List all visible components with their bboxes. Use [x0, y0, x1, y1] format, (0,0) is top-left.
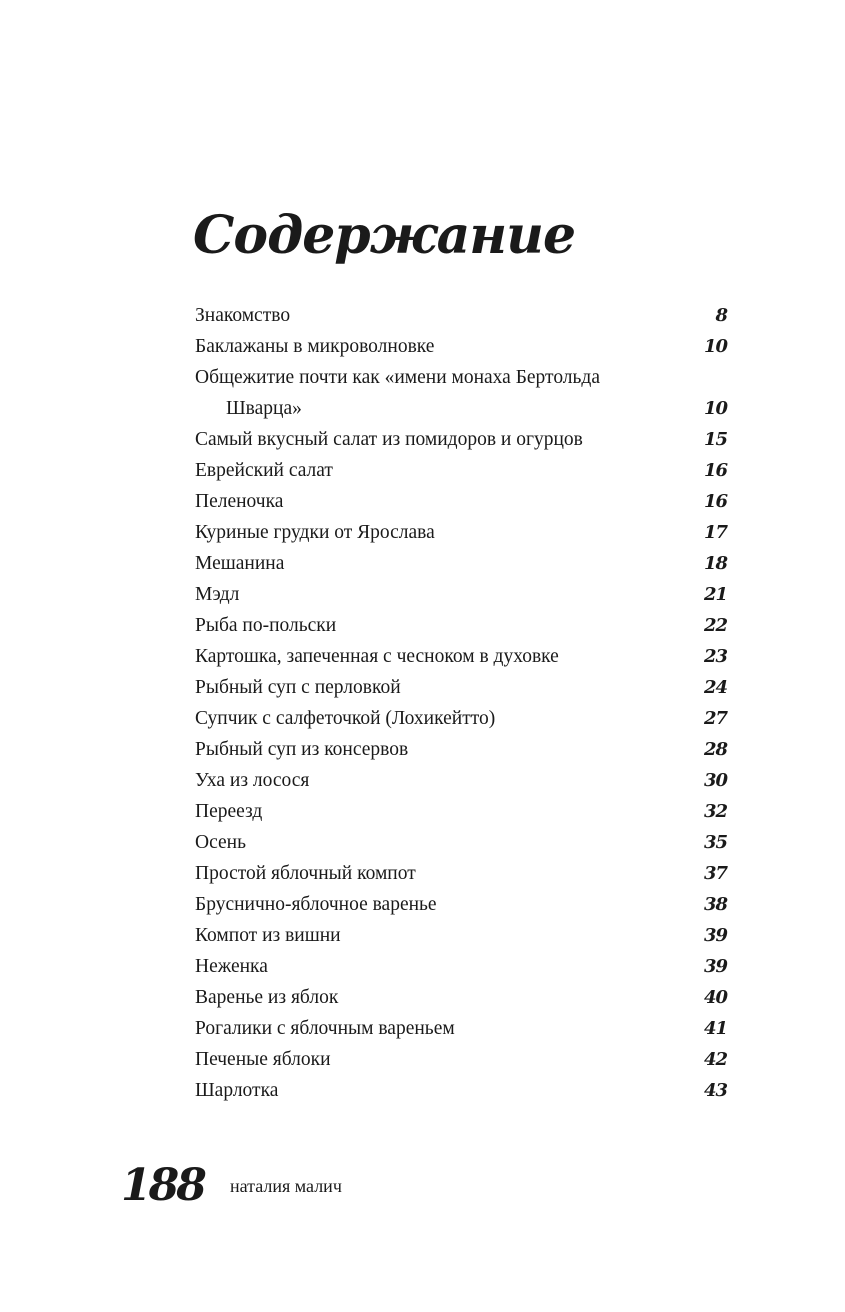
toc-entry-page: 35: [703, 832, 727, 853]
toc-entry-title: Супчик с салфеточкой (Лохикейтто): [195, 708, 496, 729]
toc-entry[interactable]: [195, 579, 727, 610]
toc-entry[interactable]: [195, 424, 727, 455]
toc-entry-title: Неженка: [195, 956, 268, 977]
toc-entry-page: 10: [703, 336, 727, 357]
toc-entry-page: 24: [703, 677, 727, 698]
toc-entry-page: 8: [715, 305, 727, 326]
toc-entry-page: 32: [703, 801, 727, 822]
toc-entry-page: 23: [703, 646, 727, 667]
toc-entry[interactable]: [195, 300, 727, 331]
toc-entry[interactable]: [195, 889, 727, 920]
page-number: 188: [121, 1160, 204, 1211]
toc-entry-title: Варенье из яблок: [195, 987, 339, 1008]
toc-entry-page: 38: [703, 894, 727, 915]
toc-entry[interactable]: [195, 734, 727, 765]
toc-entry-title-line2: Шварца»: [226, 398, 302, 419]
toc-entry-title: Рогалики с яблочным вареньем: [195, 1018, 455, 1039]
toc-entry[interactable]: [195, 982, 727, 1013]
page-title: Содержание: [193, 205, 576, 266]
toc-entry-title: Простой яблочный компот: [195, 863, 416, 884]
toc-entry-title: Куриные грудки от Ярослава: [195, 522, 435, 543]
toc-entry-title: Рыба по-польски: [195, 615, 337, 636]
toc-entry[interactable]: [195, 641, 727, 672]
toc-entry-title: Уха из лосося: [195, 770, 310, 791]
toc-entry-page: 16: [703, 460, 727, 481]
toc-entry-title: Мешанина: [195, 553, 285, 574]
toc-entry[interactable]: [195, 362, 727, 424]
toc-entry[interactable]: [195, 858, 727, 889]
toc-entry[interactable]: [195, 1013, 727, 1044]
toc-entry-page: 39: [703, 925, 727, 946]
toc-entry[interactable]: [195, 486, 727, 517]
toc-entry-page: 41: [703, 1018, 727, 1039]
toc-entry-page: 40: [703, 987, 727, 1008]
toc-entry-title: Самый вкусный салат из помидоров и огурцов: [195, 429, 583, 450]
toc-entry-title: [195, 362, 600, 424]
toc-entry[interactable]: [195, 548, 727, 579]
toc-entry[interactable]: [195, 951, 727, 982]
toc-entry-title: Мэдл: [195, 584, 240, 605]
toc-entry-page: 39: [703, 956, 727, 977]
toc-entry[interactable]: [195, 610, 727, 641]
toc-entry[interactable]: [195, 331, 727, 362]
toc-entry[interactable]: [195, 796, 727, 827]
toc-entry-page: 42: [703, 1049, 727, 1070]
toc-entry-page: 16: [703, 491, 727, 512]
toc-entry[interactable]: [195, 703, 727, 734]
toc-entry-page: 10: [703, 398, 727, 419]
toc-entry-title: Картошка, запеченная с чесноком в духовке: [195, 646, 559, 667]
toc-entry-title: Еврейский салат: [195, 460, 333, 481]
toc-entry-title: Рыбный суп с перловкой: [195, 677, 401, 698]
toc-entry-page: 17: [703, 522, 727, 543]
toc-entry-title: Печеные яблоки: [195, 1049, 331, 1070]
toc-entry-title: Знакомство: [195, 305, 291, 326]
toc-entry-title-line1: Общежитие почти как «имени монаха Бертольда: [195, 367, 601, 388]
toc-entry[interactable]: [195, 827, 727, 858]
toc-entry-title: Шарлотка: [195, 1080, 279, 1101]
toc-entry-page: 18: [703, 553, 727, 574]
toc-entry-title: Баклажаны в микроволновке: [195, 336, 435, 357]
toc-entry-page: 30: [703, 770, 727, 791]
toc-entry[interactable]: [195, 1044, 727, 1075]
toc-entry-title: Переезд: [195, 801, 263, 822]
toc-entry-title: Рыбный суп из консервов: [195, 739, 409, 760]
toc-entry-page: 15: [703, 429, 727, 450]
table-of-contents: [195, 300, 727, 1106]
toc-entry-title: Компот из вишни: [195, 925, 341, 946]
toc-entry-title: Пеленочка: [195, 491, 284, 512]
toc-entry-page: 43: [703, 1080, 727, 1101]
toc-entry[interactable]: [195, 920, 727, 951]
toc-entry-page: 27: [703, 708, 727, 729]
toc-entry[interactable]: [195, 765, 727, 796]
toc-entry-page: 28: [703, 739, 727, 760]
toc-entry[interactable]: [195, 1075, 727, 1106]
toc-entry-page: 37: [703, 863, 727, 884]
toc-entry-title: Бруснично-яблочное варенье: [195, 894, 437, 915]
running-footer-author: наталия малич: [230, 1176, 342, 1196]
toc-entry-page: 22: [703, 615, 727, 636]
toc-entry[interactable]: [195, 672, 727, 703]
toc-entry-page: 21: [703, 584, 727, 605]
toc-entry[interactable]: [195, 517, 727, 548]
toc-entry-title: Осень: [195, 832, 246, 853]
toc-entry[interactable]: [195, 455, 727, 486]
